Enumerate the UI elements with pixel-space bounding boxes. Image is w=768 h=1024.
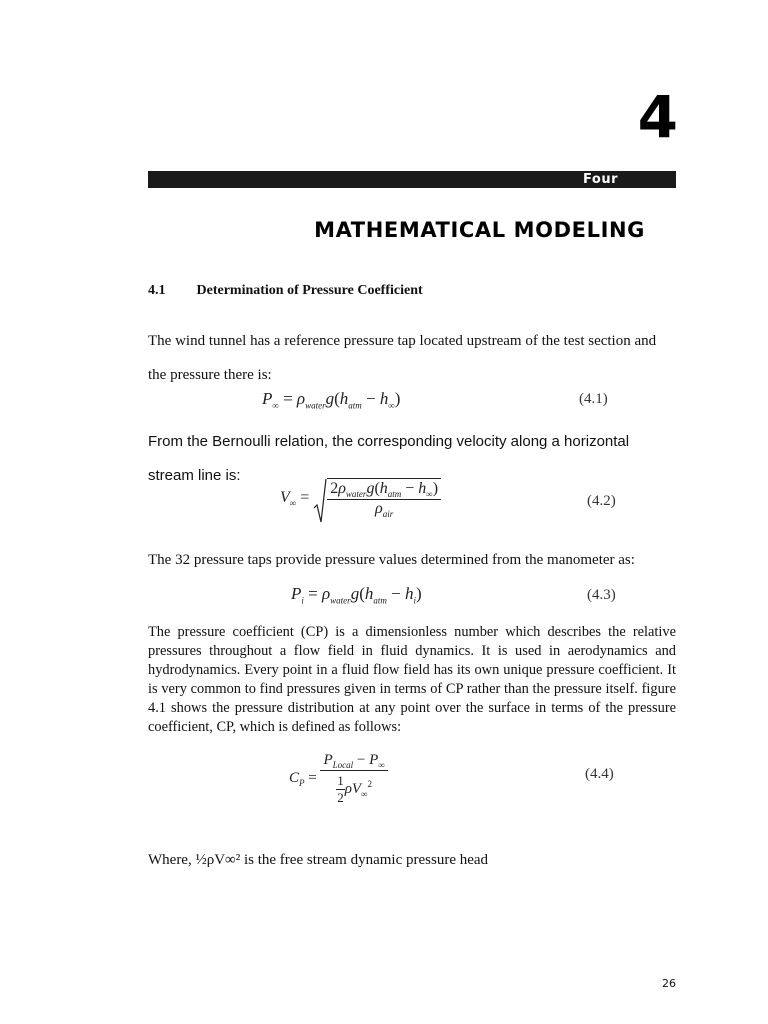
chapter-number: 4 bbox=[637, 83, 678, 151]
equation-number: (4.2) bbox=[587, 493, 616, 509]
square-root: $\frac{2\rho_{water}g(h_{atm} - h_\infty)}{\rho_{air}}$ bbox=[313, 478, 441, 519]
paragraph-dynamic-pressure: Where, ½ρV∞² is the free stream dynamic pressure head bbox=[148, 852, 489, 868]
equation-number: (4.1) bbox=[579, 391, 608, 407]
equation-4-2: $V_\infty$ = $\frac{2\rho_{water}g(h_{atm} - h_\infty)}{\rho_{air}}$ bbox=[280, 478, 441, 519]
section-number: 4.1 bbox=[148, 283, 166, 298]
chapter-title: MATHEMATICAL MODELING bbox=[314, 218, 645, 242]
equation-4-3: $P_i = \rho_{water}g(h_{atm} - h_i)$ bbox=[291, 584, 422, 606]
section-heading bbox=[148, 283, 423, 299]
equation-number: (4.4) bbox=[585, 766, 614, 782]
chapter-bar bbox=[148, 171, 676, 188]
equation-4-1: $P_\infty = \rho_{water}g(h_{atm} - h_\infty)$ bbox=[262, 389, 401, 411]
paragraph-pressure-taps: The 32 pressure taps provide pressure values determined from the manometer as: bbox=[148, 552, 635, 568]
chapter-word: Four bbox=[583, 172, 618, 187]
page-number: 26 bbox=[662, 977, 676, 990]
paragraph-pressure-coefficient: The pressure coefficient (CP) is a dimensionless number which describes the relative pressures throughout a flow field in fluid dynamics. It is used in aerodynamics and hydrodynamics. Every point in a fluid flow field has its own unique pressure coefficient. It is very common to find pressures given in terms of CP rather than the pressure itself. figure 4.1 shows the pressure distribution at any point over the surface in terms of the pressure coefficient, CP, which is defined as follows: bbox=[148, 624, 676, 735]
equation-4-4: $C_P$ = $P_{Local} - P_\infty$ $\frac{1}{2}$ $\rho V_\infty^2$ bbox=[289, 752, 388, 806]
paragraph-bernoulli: From the Bernoulli relation, the corresponding velocity along a horizontal stream line is: bbox=[148, 433, 630, 484]
paragraph-reference-pressure: The wind tunnel has a reference pressure tap located upstream of the test section and the pressure there is: bbox=[148, 333, 657, 383]
equation-number: (4.3) bbox=[587, 587, 616, 603]
section-title: Determination of Pressure Coefficient bbox=[196, 283, 423, 298]
